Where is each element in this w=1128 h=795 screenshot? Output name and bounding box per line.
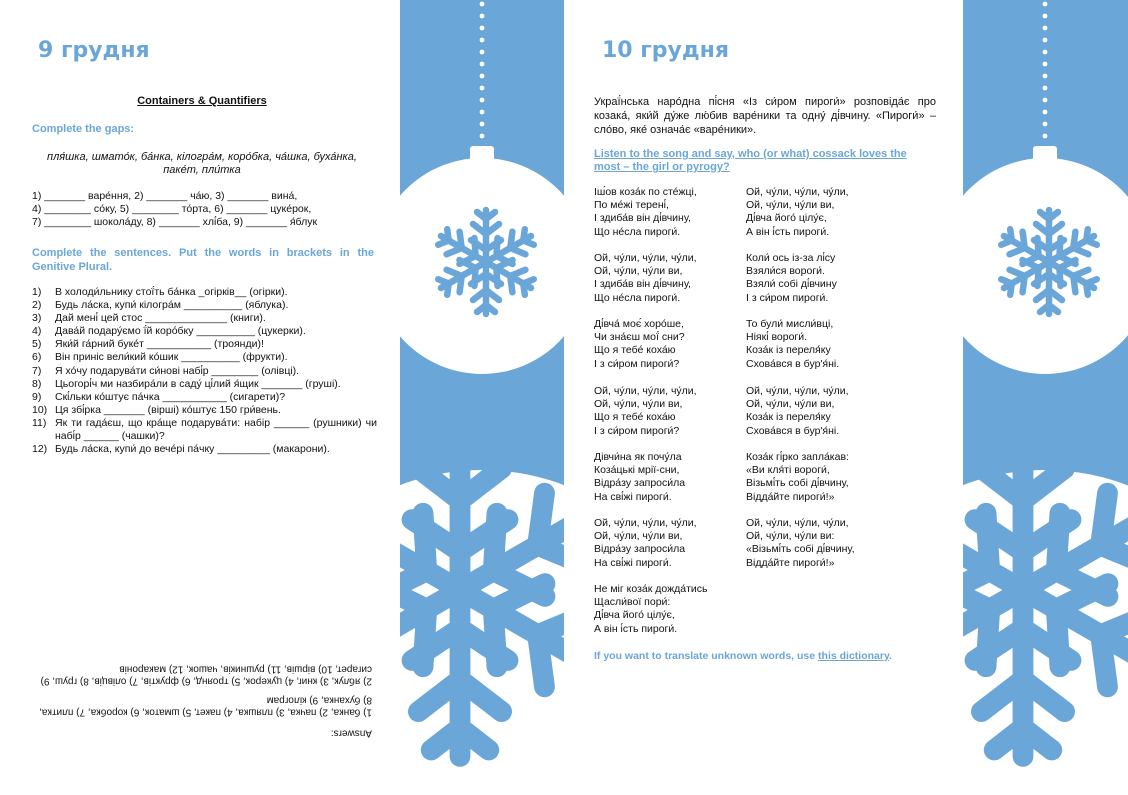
word-bank-line: паке́т, пли́тка: [163, 164, 241, 176]
page-title: 9 грудня: [38, 38, 150, 63]
song-stanza: Ой, чу́ли, чу́ли, чу́ли, Ой, чу́ли, чу́ли ви, Відра́зу запроси́ла На сві́жі пироги́.: [594, 517, 697, 569]
answers-label: Answers:: [330, 727, 372, 739]
song-stanza: Ой, чу́ли, чу́ли, чу́ли, Ой, чу́ли, чу́ли ви: «Візьмі́ть собі ді́вчину, Відда́йте пироги́!»: [746, 517, 855, 569]
gap-line: 7) ________ шокола́ду, 8) _______ хлі́ба, 9) _______ я́блук: [32, 216, 318, 228]
word-bank: [32, 151, 372, 177]
list-item: 10) Ця збі́рка _______ (вірші) ко́штує 150 гри́вень.: [32, 403, 281, 416]
gap-line: 1) _______ варе́ння, 2) _______ ча́ю, 3) _______ вина́,: [32, 190, 298, 202]
page-december-10: [564, 0, 963, 795]
list-item: 9) Скі́льки ко́штує па́чка ___________ (сигарети)?: [32, 390, 286, 403]
page-december-9: [0, 0, 400, 795]
decorative-strip: [963, 0, 1128, 795]
song-stanza: Ді́вча́ моє́ хоро́ше, Чи зна́єш мої́ сни? Що я тебе́ коха́ю І з си́ром пироги́?: [594, 318, 685, 370]
list-item: 6) Він приніс вели́кий ко́шик __________ (фрукти).: [32, 351, 288, 364]
answer-line: 2) яблук, 3) книг, 4) цукерок, 5) троянд, 6) фруктів, 7) олівців, 8) груш, 9) сигарет, 10) віршів, 11) рушників, чашок, 12) макаронів: [40, 663, 372, 687]
song-stanza: Не міг коза́к дожда́тись Щасли́вої пори́: Ді́вча його́ цілу́є, А він і́сть пироги́.: [594, 583, 708, 635]
list-item: 2) Будь ла́ска, купи́ кілогра́м __________ (яблука).: [32, 299, 289, 312]
song-stanza: Коза́к гі́рко запла́кав: «Ви кля́ті вороги́, Візьмі́ть собі ді́вчину, Відда́йте пироги́!»: [746, 451, 849, 503]
list-item: 12) Будь ла́ска, купи́ до вече́рі па́чку _________ (макарони).: [32, 443, 330, 456]
page-title: 10 грудня: [602, 38, 729, 63]
list-item: 8) Цьогорі́ч ми назбира́ли в саду́ ці́лий я́щик _______ (груші).: [32, 377, 341, 390]
list-item: 1) В холоди́льнику стої́ть ба́нка _огірків__ (огірки).: [32, 286, 288, 298]
decorative-strip: [400, 0, 564, 795]
task1-instruction: Complete the gaps:: [32, 123, 135, 135]
song-stanza: Дівчи́на як почу́ла Коза́цькі мрії-сни, Відра́зу запроси́ла На сві́жі пироги́.: [594, 451, 686, 503]
word-bank-line: пля́шка, шмато́к, ба́нка, кілогра́м, коро́бка, ча́шка, буха́нка,: [47, 151, 357, 163]
section-heading: Containers & Quantifiers: [137, 95, 267, 107]
song-stanza: Ой, чу́ли, чу́ли, чу́ли, Ой, чу́ли, чу́ли ви, І здиба́в він ді́вчину, Що не́сла пироги́.: [594, 252, 697, 304]
christmas-ornament-icon: [963, 0, 1128, 795]
dictionary-note: If you want to translate unknown words, use this dictionary.: [594, 650, 892, 662]
song-stanza: То були́ мисли́вці, Ніякі́ вороги́. Коза́к із переля́ку Схова́вся в бур'я́ні.: [746, 318, 840, 370]
song-stanza: Ой, чу́ли, чу́ли, чу́ли, Ой, чу́ли, чу́ли ви, Що я тебе́ коха́ю І з си́ром пироги́?: [594, 385, 697, 437]
answer-key-upside-down: [32, 656, 372, 739]
list-item: 11) Як ти гада́єш, що кра́ще подарува́ти: набір ______ (рушники) чи набі́р ______ (чашки)?: [32, 416, 377, 443]
dictionary-link[interactable]: this dictionary: [818, 650, 890, 662]
gap-exercise: [32, 190, 317, 229]
list-item: 3) Дай мені́ цей стос ______________ (книги).: [32, 312, 266, 325]
song-stanza: Коли́ ось із-за лі́су Взяли́ся вороги́. Взяли́ собі ді́вчину І з си́ром пироги́.: [746, 252, 837, 304]
christmas-ornament-icon: [400, 0, 564, 795]
list-item: 4) Дава́й подару́ємо ї́й коро́бку __________ (цукерки).: [32, 325, 306, 338]
song-stanza: Іш́ов коза́к по сте́жці, По ме́жі терені́, І здиба́в він ді́вчину, Що не́сла пироги́.: [594, 186, 697, 238]
task2-instruction: Complete the sentences. Put the words in brackets in the Genitive Plural.: [32, 247, 374, 273]
listening-task: Listen to the song and say, who (or what) cossack loves the most – the girl or pyrogy?: [594, 148, 907, 173]
answer-line: 1) банка, 2) пачка, 3) пляшка, 4) пакет, 5) шматок, 6) коробка, 7) плитка, 8) буханка, 9) кілограм: [39, 694, 372, 718]
list-item: 7) Я хо́чу подарува́ти си́нові набі́р ________ (олівці).: [32, 364, 300, 377]
gap-line: 4) ________ со́ку, 5) ________ то́рта, 6) _______ цуке́рок,: [32, 203, 312, 215]
song-intro: Украї́нська наро́дна пі́сня «Із си́ром пироги́» розповіда́є про козака́, яки́й ду́же лю́бив варе́ники та одну́ ді́вчину. «Пироги́» – сло́во, яке́ означа́є «варе́ники».: [594, 96, 936, 136]
list-item: 5) Яки́й га́рний буке́т ___________ (троянди)!: [32, 338, 264, 351]
sentence-list: [32, 286, 377, 456]
song-stanza: Ой, чу́ли, чу́ли, чу́ли, Ой, чу́ли, чу́ли ви, Ді́вча його́ цілу́є, А він і́сть пироги́.: [746, 186, 849, 238]
song-stanza: Ой, чу́ли, чу́ли, чу́ли, Ой, чу́ли, чу́ли ви, Коза́к із переля́ку Схова́вся в бур'я́ні.: [746, 385, 849, 437]
